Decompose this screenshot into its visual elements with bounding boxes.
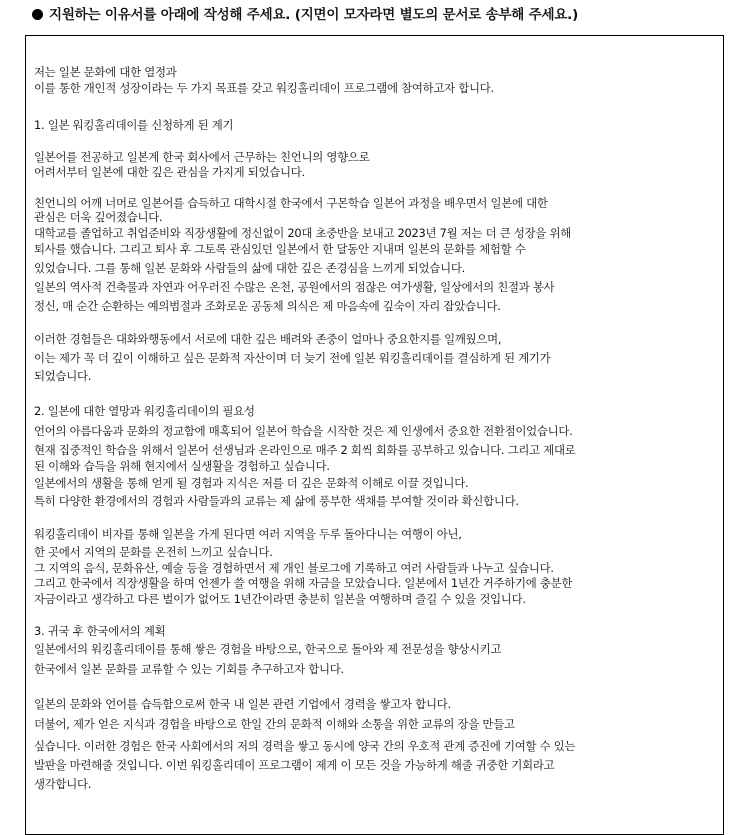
text-line: 관심은 더욱 깊어졌습니다.	[34, 210, 163, 224]
text-line: 이러한 경험들은 대화와행동에서 서로에 대한 깊은 배려와 존중이 얼마나 중요한지를 일깨웠으며,	[34, 332, 502, 346]
text-line: 정신, 매 순간 순환하는 예의범절과 조화로운 공동체 의식은 제 마음속에 깊숙이 자리 잡았습니다.	[34, 299, 501, 313]
text-line: 워킹홀리데이 비자를 통해 일본을 가게 된다면 여러 지역을 두루 돌아다니는 여행이 아닌,	[34, 527, 462, 541]
text-line: 생각합니다.	[34, 777, 92, 791]
form-heading	[32, 3, 578, 23]
text-line: 된 이해와 습득을 위해 현지에서 실생활을 경험하고 싶습니다.	[34, 459, 330, 473]
text-line: 싶습니다. 이러한 경험은 한국 사회에서의 저의 경력을 쌓고 동시에 양국 간의 우호적 관계 증진에 기여할 수 있는	[34, 739, 576, 753]
text-line: 이를 통한 개인적 성장이라는 두 가지 목표를 갖고 워킹홀리데이 프로그램에 참여하고자 합니다.	[34, 81, 494, 95]
text-line: 그리고 한국에서 직장생활을 하며 언젠가 쓸 여행을 위해 자금을 모았습니다. 일본에서 1년간 거주하기에 충분한	[34, 576, 573, 590]
section-title: 2. 일본에 대한 열망과 워킹홀리데이의 필요성	[34, 404, 255, 418]
text-line: 현재 집중적인 학습을 위해서 일본어 선생님과 온라인으로 매주 2 회씩 회화를 공부하고 있습니다. 그리고 제대로	[34, 443, 576, 457]
text-line: 어려서부터 일본에 대한 깊은 관심을 가지게 되었습니다.	[34, 165, 305, 179]
text-line: 자금이라고 생각하고 다른 벌이가 없어도 1년간이라면 충분히 일본을 여행하며 즐길 수 있을 것입니다.	[34, 592, 526, 606]
text-line: 친언니의 어깨 너머로 일본어를 습득하고 대학시절 한국에서 구몬학습 일본어 과정을 배우면서 일본에 대한	[34, 196, 548, 210]
text-line: 저는 일본 문화에 대한 열정과	[34, 65, 177, 79]
text-line: 대학교를 졸업하고 취업준비와 직장생활에 정신없이 20대 초중반을 보내고 2023년 7월 저는 더 큰 성장을 위해	[34, 226, 572, 240]
text-line: 일본에서의 생활을 통해 얻게 될 경험과 지식은 저를 더 깊은 문화적 이해로 이끌 것입니다.	[34, 476, 469, 490]
text-line: 언어의 아름다움과 문화의 정교함에 매혹되어 일본어 학습을 시작한 것은 제 인생에서 중요한 전환점이었습니다.	[34, 424, 573, 438]
text-line: 그 지역의 음식, 문화유산, 예술 등을 경험하면서 제 개인 블로그에 기록하고 여러 사람들과 나누고 싶습니다.	[34, 561, 554, 575]
text-line: 한 곳에서 지역의 문화를 온전히 느끼고 싶습니다.	[34, 545, 273, 559]
text-line: 되었습니다.	[34, 369, 92, 383]
heading-text: 지원하는 이유서를 아래에 작성해 주세요. (지면이 모자라면 별도의 문서로 송부해 주세요.)	[49, 7, 579, 23]
text-line: 일본에서의 워킹홀리데이를 통해 쌓은 경험을 바탕으로, 한국으로 돌아와 제 전문성을 향상시키고	[34, 642, 502, 656]
section-title: 1. 일본 워킹홀리데이를 신청하게 된 계기	[34, 118, 234, 132]
text-line: 있었습니다. 그를 통해 일본 문화와 사람들의 삶에 대한 깊은 존경심을 느끼게 되었습니다.	[34, 261, 465, 275]
text-line: 퇴사를 했습니다. 그리고 퇴사 후 그토록 관심있던 일본에서 한 달동안 지내며 일본의 문화를 체험할 수	[34, 242, 526, 256]
text-line: 발판을 마련해줄 것입니다. 이번 워킹홀리데이 프로그램이 제게 이 모든 것을 가능하게 해줄 귀중한 기회라고	[34, 758, 555, 772]
section-title: 3. 귀국 후 한국에서의 계획	[34, 624, 166, 638]
text-line: 일본어를 전공하고 일본계 한국 회사에서 근무하는 친언니의 영향으로	[34, 150, 370, 164]
text-line: 일본의 역사적 건축물과 자연과 어우러진 수많은 온천, 공원에서의 점잖은 여가생활, 일상에서의 친절과 봉사	[34, 280, 555, 294]
text-line: 특히 다양한 환경에서의 경험과 사람들과의 교류는 제 삶에 풍부한 색채를 부여할 것이라 확신합니다.	[34, 494, 519, 508]
text-line: 일본의 문화와 언어를 습득함으로써 한국 내 일본 관련 기업에서 경력을 쌓고자 합니다.	[34, 697, 451, 711]
text-line: 이는 제가 꼭 더 깊이 이해하고 싶은 문화적 자산이며 더 늦기 전에 일본 워킹홀리데이를 결심하게 된 계기가	[34, 351, 551, 365]
text-line: 더불어, 제가 얻은 지식과 경험을 바탕으로 한일 간의 문화적 이해와 소통을 위한 교류의 장을 만들고	[34, 717, 515, 731]
bullet-icon	[32, 9, 43, 20]
text-line: 한국에서 일본 문화를 교류할 수 있는 기회를 추구하고자 합니다.	[34, 662, 344, 676]
